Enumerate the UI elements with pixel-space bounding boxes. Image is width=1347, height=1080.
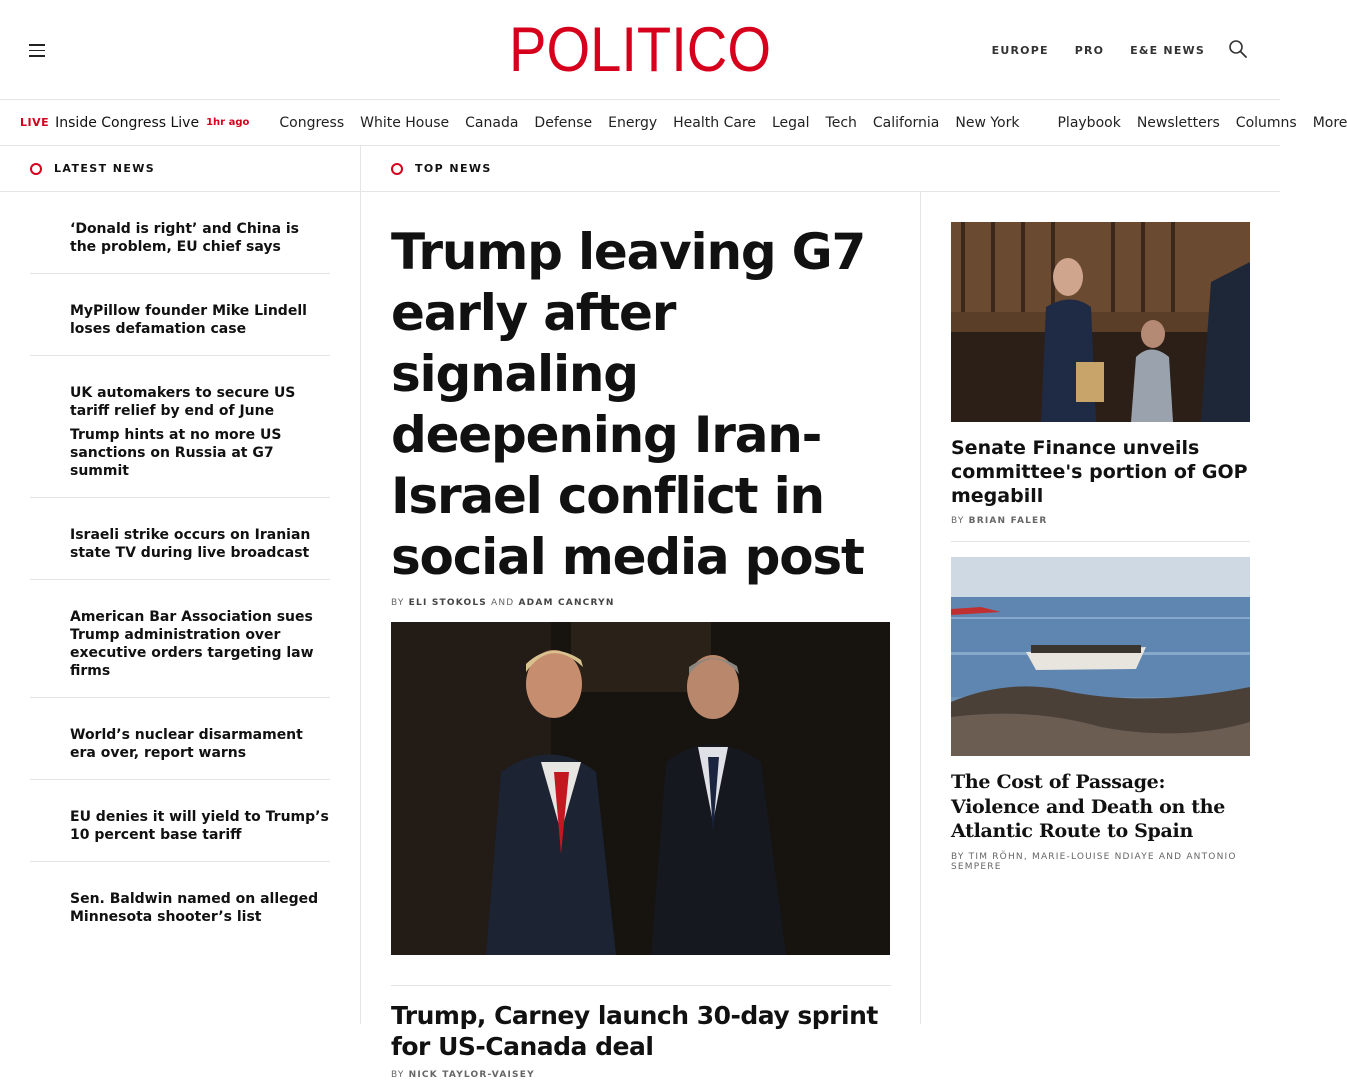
author-link[interactable]: ELI STOKOLS [408,598,487,608]
nav-energy[interactable]: Energy [608,114,658,131]
nav-canada[interactable]: Canada [465,114,519,131]
byline: BY BRIAN FALER [951,516,1048,526]
search-icon[interactable] [1228,39,1248,59]
nav-health-care[interactable]: Health Care [673,114,756,131]
menu-icon[interactable] [29,44,45,57]
top-nav [992,44,1205,57]
list-item[interactable]: UK automakers to secure US tariff relief by end of June [70,385,296,419]
nav-legal[interactable]: Legal [772,114,810,131]
nav-new-york[interactable]: New York [955,114,1020,131]
author-link[interactable]: ADAM CANCRYN [518,598,615,608]
latest-news-header: LATEST NEWS [30,146,155,191]
top-news-header: TOP NEWS [391,146,492,191]
byline: BY NICK TAYLOR-VAISEY [391,1070,535,1080]
nav-pro[interactable]: PRO [1074,44,1105,57]
circle-icon [391,163,403,175]
headline-link[interactable]: Trump, Carney launch 30-day sprint for US-Canada deal [391,1001,878,1061]
photo-illustration [951,222,1250,422]
divider [951,541,1250,542]
nav-europe[interactable]: EUROPE [991,44,1049,57]
list-item[interactable]: Israeli strike occurs on Iranian state TV during live broadcast [30,498,330,580]
nav-california[interactable]: California [872,114,940,131]
nav-more[interactable]: More [1312,114,1347,131]
story-photo[interactable] [951,557,1250,756]
list-item[interactable]: Trump hints at no more US sanctions on Russia at G7 summit [30,426,330,498]
politico-logo[interactable] [509,15,771,85]
nav-ee-news[interactable]: E&E NEWS [1130,44,1205,57]
column-headers [0,146,1280,192]
nav-columns[interactable]: Columns [1235,114,1297,131]
live-blog-link[interactable]: Inside Congress Live [55,114,200,131]
column-divider [360,146,361,1024]
nav-playbook[interactable]: Playbook [1057,114,1121,131]
live-timestamp: 1hr ago [206,117,250,128]
list-item[interactable]: World’s nuclear disarmament era over, report warns [30,698,330,780]
list-item[interactable]: Sen. Baldwin named on alleged Minnesota shooter’s list [70,891,319,925]
hero-photo[interactable] [391,622,890,955]
list-item[interactable]: EU denies it will yield to Trump’s 10 percent base tariff [30,780,330,862]
author-link[interactable]: BRIAN FALER [968,516,1048,526]
byline: BY TIM RÖHN, MARIE-LOUISE NDIAYE AND ANTONIO SEMPERE [951,851,1237,872]
circle-icon [30,163,42,175]
story-photo[interactable] [951,222,1250,422]
list-item[interactable]: MyPillow founder Mike Lindell loses defamation case [30,274,330,356]
divider [391,985,891,986]
section-nav [0,100,1347,146]
right-column [951,222,1250,872]
logo-wordmark [509,15,771,85]
nav-tech[interactable]: Tech [825,114,857,131]
top-story [391,222,891,1080]
byline: BY ELI STOKOLS AND ADAM CANCRYN [391,598,615,608]
live-tag: LIVE [20,116,50,129]
svg-text:POLITICO: POLITICO [509,15,771,85]
photo-illustration [391,622,890,955]
site-header [0,0,1280,100]
nav-white-house[interactable]: White House [360,114,450,131]
photo-illustration [951,557,1250,756]
latest-news-list [30,192,330,943]
list-item[interactable]: American Bar Association sues Trump administration over executive orders targeting law firms [30,580,330,698]
author-link[interactable]: NICK TAYLOR-VAISEY [408,1070,535,1080]
nav-newsletters[interactable]: Newsletters [1136,114,1220,131]
list-item[interactable]: ‘Donald is right’ and China is the problem, EU chief says [30,192,330,274]
nav-congress[interactable]: Congress [279,114,345,131]
headline-link[interactable]: The Cost of Passage: Violence and Death on the Atlantic Route to Spain [951,771,1226,842]
column-divider [920,192,921,1024]
headline-link[interactable]: Trump leaving G7 early after signaling deepening Iran-Israel conflict in social media post [391,223,866,586]
headline-link[interactable]: Senate Finance unveils committee's portion of GOP megabill [951,437,1248,507]
nav-defense[interactable]: Defense [534,114,593,131]
